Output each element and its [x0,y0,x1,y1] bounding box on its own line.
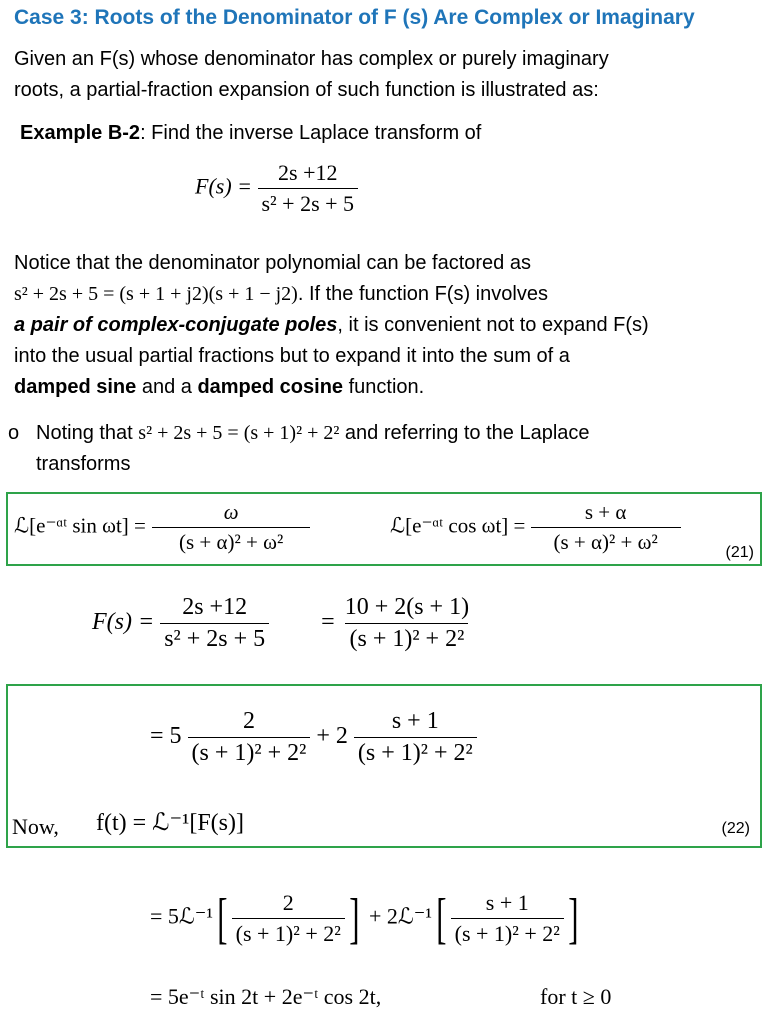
laplace-pairs-box [6,492,762,566]
notice-line-5: damped sine and a damped cosine function. [14,376,425,398]
expansion-fraction-1: $\frac{2}{\text{(s + 1)² + 2²}}$ [188,708,311,767]
example-lhs: F(s) = [195,173,252,199]
notice-line-3: a pair of complex-conjugate poles, it is convenient not to expand F(s) [14,314,649,336]
sine-lhs: ℒ[e⁻ᵅᵗ sin ωt] = [14,513,146,538]
now-label: Now, [12,814,59,839]
bullet-math: s² + 2s + 5 = (s + 1)² + 2² [138,422,340,444]
bullet-symbol: o [8,422,20,444]
damped-sine-pair [14,500,311,555]
equation-number-21: (21) [725,544,754,561]
cosine-lhs: ℒ[e⁻ᵅᵗ cos ωt] = [390,513,526,538]
expansion-equation: = 5 $\frac{2}{\text{(s + 1)² + 2²}}$ + 2 $\frac{s + 1}{\text{(s + 1)² + 2²}}$ [150,708,477,767]
example-fraction [258,160,359,217]
factored-polynomial: s² + 2s + 5 = (s + 1 + j2)(s + 1 − j2) [14,283,298,305]
notice-line-4: into the usual partial fractions but to expand it into the sum of a [14,345,570,367]
intro-paragraph [14,44,609,106]
example-numerator: 2s +12 [278,160,338,185]
example-denominator: s² + 2s + 5 [258,188,359,217]
final-result: = 5e⁻ᵗ sin 2t + 2e⁻ᵗ cos 2t, [150,984,382,1009]
damped-cosine-pair [390,500,681,555]
bullet-item: o Noting that s² + 2s + 5 = (s + 1)² + 2² and referring to the Laplace transforms [8,418,590,480]
result-condition: for t ≥ 0 [540,984,612,1009]
example-text: : Find the inverse Laplace transform of [140,122,482,144]
example-heading [20,118,481,149]
expansion-box [6,684,762,848]
example-label: Example B-2 [20,122,141,144]
inverse-transform-definition: f(t) = ℒ⁻¹[F(s)] [96,810,244,836]
notice-paragraph [14,248,649,403]
bullet-line-2: transforms [36,453,131,475]
slide-title: Case 3: Roots of the Denominator of F (s) Are Complex or Imaginary [14,6,695,29]
final-fraction-2: $\frac{s + 1}{\text{(s + 1)² + 2²}}$ [451,890,564,947]
final-fraction-1: $\frac{2}{\text{(s + 1)² + 2²}}$ [232,890,345,947]
expansion-fraction-2: $\frac{s + 1}{\text{(s + 1)² + 2²}}$ [354,708,477,767]
sine-fraction: $\frac{\omega}{\text{(s + α)² + ω²}}$ [151,500,311,555]
intro-line-1: Given an F(s) whose denominator has complex or purely imaginary [14,48,609,70]
fs-equation: F(s) = $\frac{2s +12}{\text{s² + 2s + 5}}$ = $\frac{10 + 2(s + 1)}{\text{(s + 1)² + 2²}}$ [92,594,473,653]
fs-fraction-1: $\frac{2s +12}{\text{s² + 2s + 5}}$ [160,594,269,653]
cosine-fraction: $\frac{s + \alpha}{\text{(s + α)² + ω²}}$ [531,500,681,555]
example-equation [195,160,358,217]
inverse-laplace-expansion: = 5ℒ⁻¹[ $\frac{2}{\text{(s + 1)² + 2²}}$ ] + 2ℒ⁻¹[ $\frac{s + 1}{\text{(s + 1)² + 2²}}$ ] [150,887,579,950]
equation-number-22: (22) [721,820,750,837]
notice-line-1: Notice that the denominator polynomial can be factored as [14,252,531,274]
fs-fraction-2: $\frac{10 + 2(s + 1)}{\text{(s + 1)² + 2²}}$ [344,594,470,652]
complex-poles-phrase: a pair of complex-conjugate poles [14,314,338,336]
intro-line-2: roots, a partial-fraction expansion of such function is illustrated as: [14,79,599,101]
notice-line-2: s² + 2s + 5 = (s + 1 + j2)(s + 1 − j2). If the function F(s) involves [14,283,548,305]
